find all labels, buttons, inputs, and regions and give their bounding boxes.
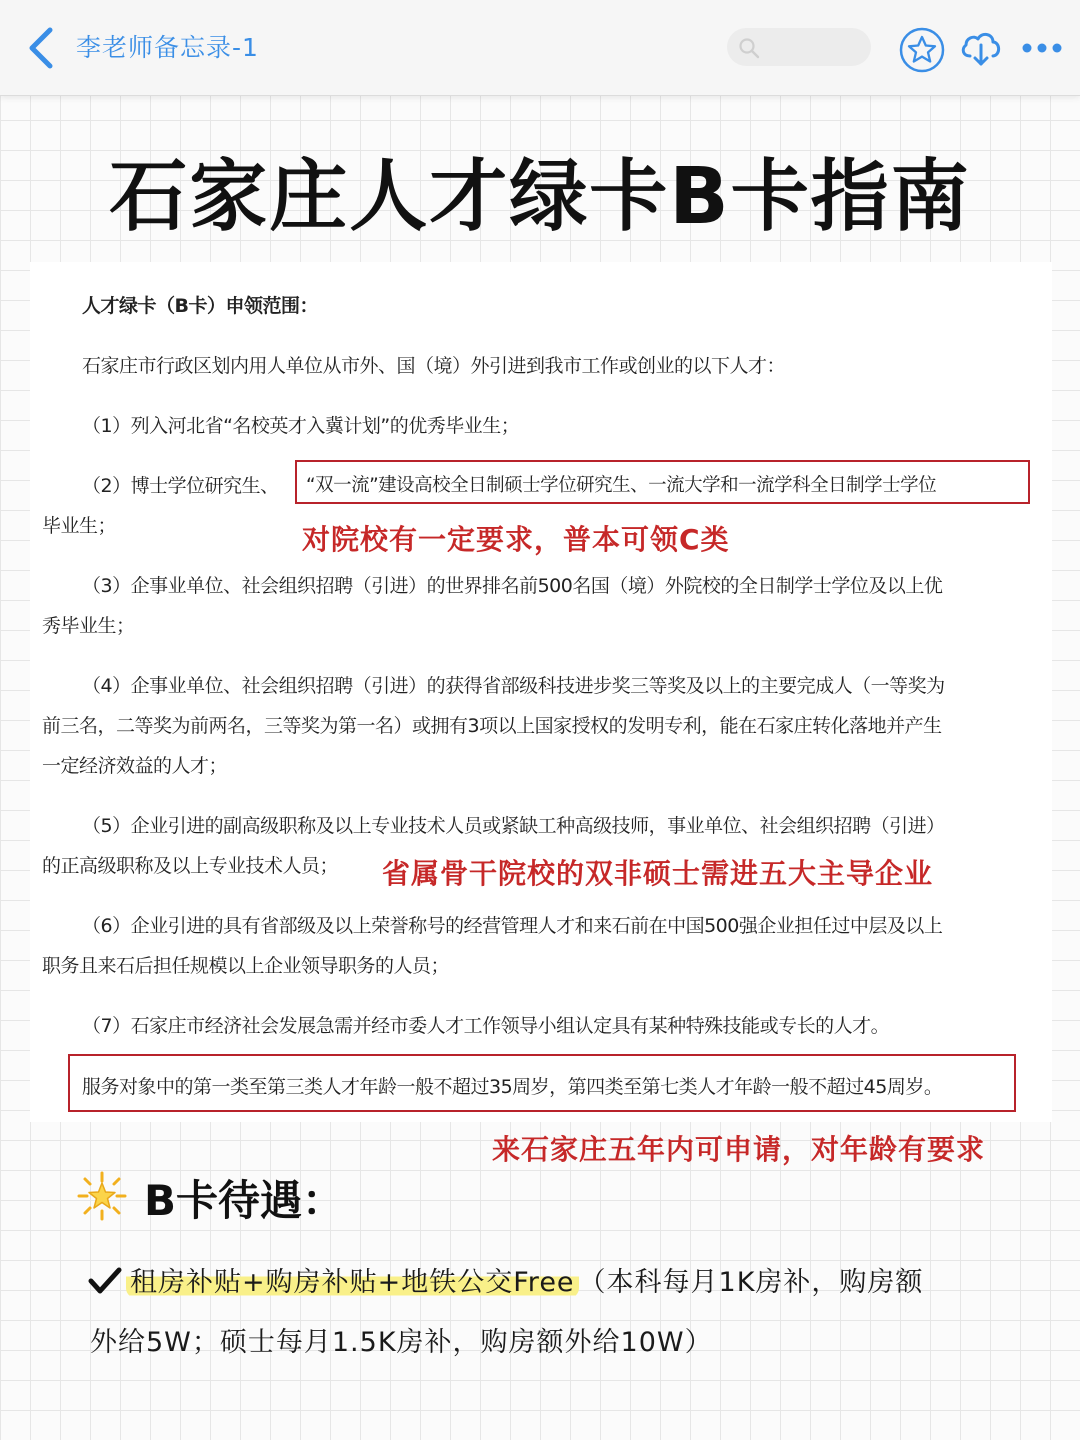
doc-item-1: （1）列入河北省“名校英才入冀计划”的优秀毕业生； <box>82 415 520 437</box>
more-button[interactable] <box>1020 36 1064 60</box>
page-headline: 石家庄人才绿卡B卡指南 <box>109 152 971 242</box>
doc-intro: 石家庄市行政区划内用人单位从市外、国（境）外引进到我市工作或创业的以下人才： <box>82 355 786 377</box>
memo-title: 李老师备忘录-1 <box>76 33 259 62</box>
doc-item-6-line-1: （6）企业引进的具有省部级及以上荣誉称号的经营管理人才和来石前在中国500强企业担任过中层及以上 <box>82 915 943 937</box>
star-icon <box>898 26 946 74</box>
back-button[interactable] <box>22 26 62 70</box>
doc-item-5-line-2: 的正高级职称及以上专业技术人员； <box>42 855 339 877</box>
policy-document <box>30 262 1052 1122</box>
doc-item-2-end: 毕业生； <box>42 515 117 537</box>
doc-item-4-line-1: （4）企事业单位、社会组织招聘（引进）的获得省部级科技进步奖三等奖及以上的主要完成人（一等奖为 <box>82 675 945 697</box>
checkmark-icon <box>88 1266 122 1296</box>
benefit-highlight: 租房补贴+购房补贴+地铁公交Free <box>126 1267 579 1298</box>
search-icon <box>737 36 761 60</box>
top-bar <box>0 0 1080 96</box>
annotation-master-requirement: 省属骨干院校的双非硕士需进五大主导企业 <box>382 857 934 890</box>
chevron-left-icon <box>22 26 62 70</box>
cloud-download-button[interactable] <box>958 28 1004 68</box>
more-icon <box>1020 36 1064 60</box>
sparkle-star-icon <box>76 1170 128 1222</box>
doc-item-2-boxed: “双一流”建设高校全日制硕士学位研究生、一流大学和一流学科全日制学士学位 <box>306 475 937 496</box>
doc-item-3-line-1: （3）企事业单位、社会组织招聘（引进）的世界排名前500名国（境）外院校的全日制学士学位及以上优 <box>82 575 943 597</box>
doc-item-5-line-1: （5）企业引进的副高级职称及以上专业技术人员或紧缺工种高级技师，事业单位、社会组织招聘（引进） <box>82 815 945 837</box>
doc-item-2-start: （2）博士学位研究生、 <box>82 475 279 497</box>
annotation-school-requirement: 对院校有一定要求，普本可领C类 <box>302 523 730 556</box>
doc-item-4-line-3: 一定经济效益的人才； <box>42 755 228 777</box>
doc-item-6-line-2: 职务且来石后担任规模以上企业领导职务的人员； <box>42 955 450 977</box>
benefit-line-2: 外给5W；硕士每月1.5K房补，购房额外给10W） <box>90 1327 713 1358</box>
cloud-download-icon <box>958 28 1004 68</box>
benefits-title: B卡待遇： <box>144 1176 345 1225</box>
doc-age-note: 服务对象中的第一类至第三类人才年龄一般不超过35周岁，第四类至第七类人才年龄一般不超过45周岁。 <box>82 1076 943 1098</box>
search-input[interactable] <box>727 28 871 66</box>
benefit-line-1 <box>126 1260 923 1299</box>
benefit-detail-1: （本科每月1K房补，购房额 <box>578 1267 924 1298</box>
doc-item-4-line-2: 前三名，二等奖为前两名，三等奖为第一名）或拥有3项以上国家授权的发明专利，能在石家庄转化落地并产生 <box>42 715 942 737</box>
annotation-age-requirement: 来石家庄五年内可申请，对年龄有要求 <box>492 1133 986 1166</box>
doc-item-3-line-2: 秀毕业生； <box>42 615 135 637</box>
doc-item-7: （7）石家庄市经济社会发展急需并经市委人才工作领导小组认定具有某种特殊技能或专长的人才。 <box>82 1015 890 1037</box>
favorite-button[interactable] <box>898 26 946 74</box>
doc-heading: 人才绿卡（B卡）申领范围： <box>82 295 318 317</box>
